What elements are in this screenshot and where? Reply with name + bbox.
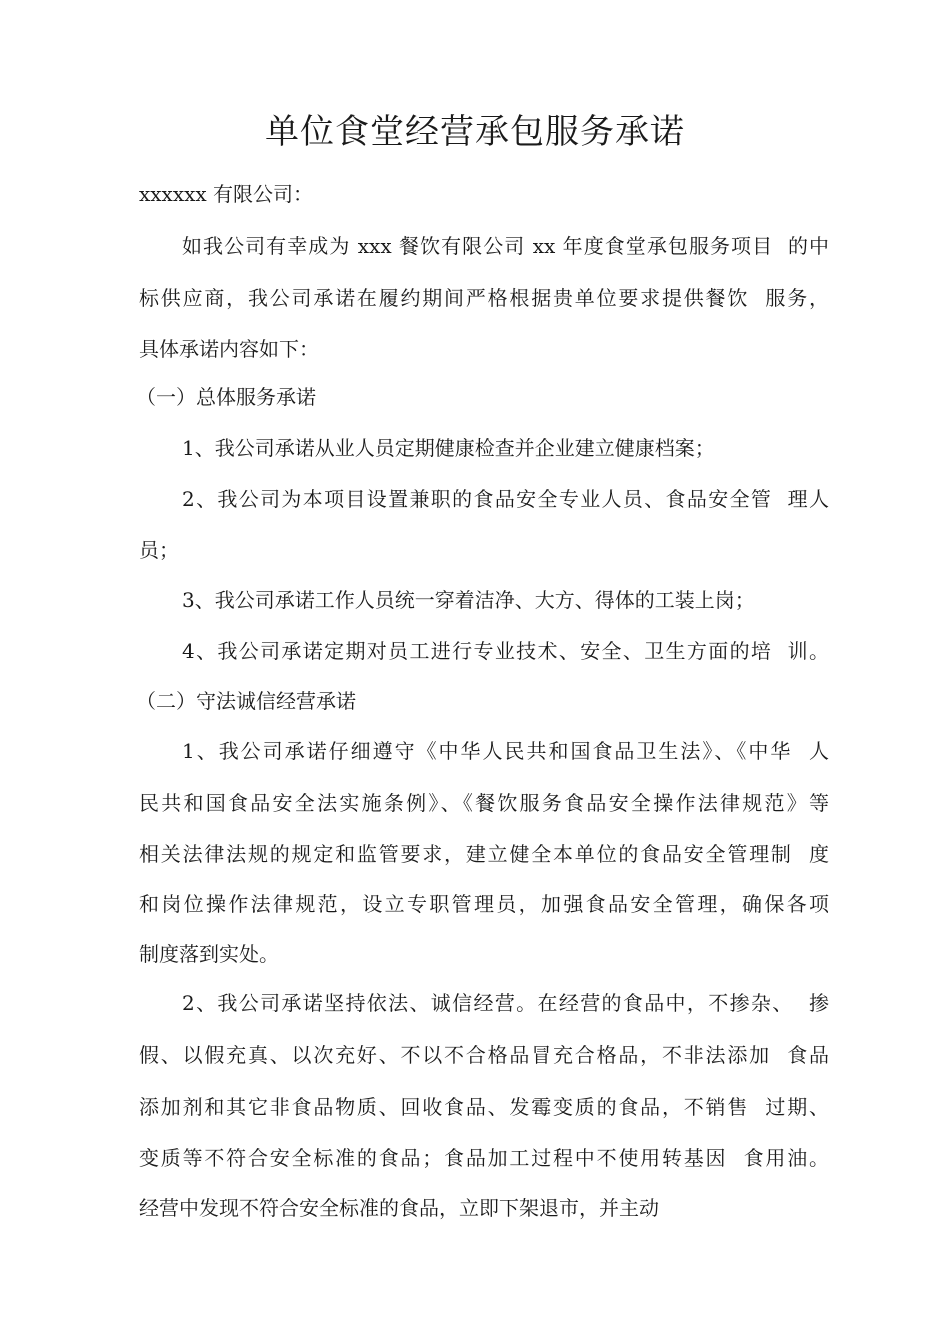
body-line: 标供应商，我公司承诺在履约期间严格根据贵单位要求提供餐饮 服务， <box>139 286 829 310</box>
list-item-continuation: 员； <box>139 538 179 562</box>
section-heading: （二）守法诚信经营承诺 <box>136 689 356 713</box>
addressee-line: xxxxxx 有限公司： <box>139 182 314 206</box>
body-line: 具体承诺内容如下： <box>139 337 319 361</box>
list-item: 2、我公司为本项目设置兼职的食品安全专业人员、食品安全管 理人 <box>182 487 829 511</box>
list-item: 1、我公司承诺仔细遵守《中华人民共和国食品卫生法》、《中华 人 <box>182 739 829 763</box>
document-title: 单位食堂经营承包服务承诺 <box>265 112 685 152</box>
list-item-continuation: 经营中发现不符合安全标准的食品，立即下架退市，并主动 <box>139 1196 659 1220</box>
list-item: 1、我公司承诺从业人员定期健康检查并企业建立健康档案； <box>182 436 715 460</box>
section-heading: （一）总体服务承诺 <box>136 385 316 409</box>
list-item-continuation: 和岗位操作法律规范，设立专职管理员，加强食品安全管理，确保各项 <box>139 892 829 916</box>
list-item-continuation: 相关法律法规的规定和监管要求，建立健全本单位的食品安全管理制 度 <box>139 842 829 866</box>
list-item: 4、我公司承诺定期对员工进行专业技术、安全、卫生方面的培 训。 <box>182 639 829 663</box>
list-item-continuation: 添加剂和其它非食品物质、回收食品、发霉变质的食品，不销售 过期、 <box>139 1095 829 1119</box>
list-item-continuation: 变质等不符合安全标准的食品；食品加工过程中不使用转基因 食用油。 <box>139 1146 829 1170</box>
list-item: 2、我公司承诺坚持依法、诚信经营。在经营的食品中，不掺杂、 掺 <box>182 991 829 1015</box>
list-item-continuation: 民共和国食品安全法实施条例》、《餐饮服务食品安全操作法律规范》等 <box>139 791 829 815</box>
list-item: 3、我公司承诺工作人员统一穿着洁净、大方、得体的工装上岗； <box>182 588 755 612</box>
list-item-continuation: 假、以假充真、以次充好、不以不合格品冒充合格品，不非法添加 食品 <box>139 1043 829 1067</box>
body-line: 如我公司有幸成为 xxx 餐饮有限公司 xx 年度食堂承包服务项目 的中 <box>182 234 829 258</box>
list-item-continuation: 制度落到实处。 <box>139 942 279 966</box>
